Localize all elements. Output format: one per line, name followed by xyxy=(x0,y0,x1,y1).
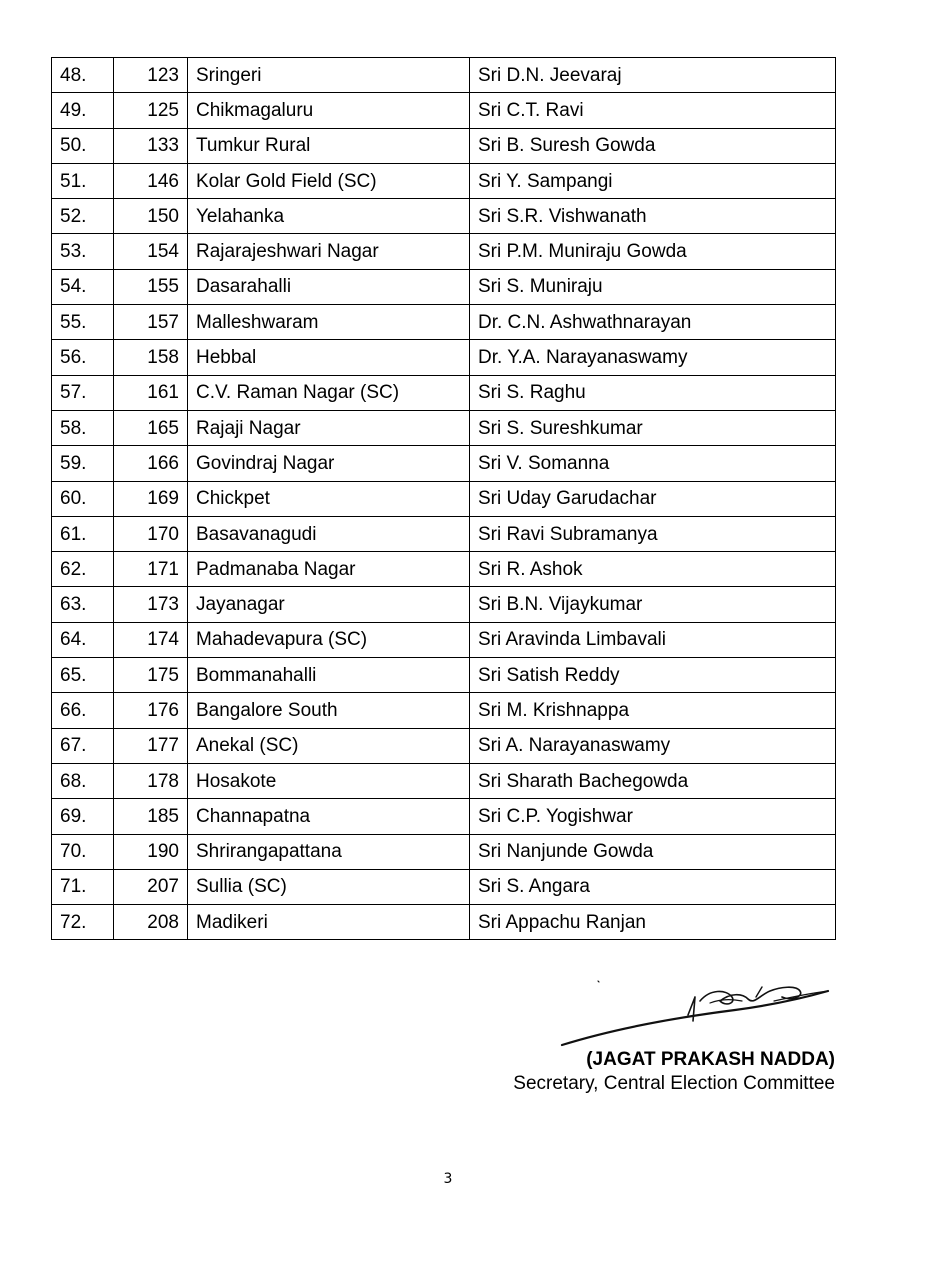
serial-number-cell: 61. xyxy=(52,516,114,551)
constituency-cell: Yelahanka xyxy=(188,199,470,234)
candidate-cell: Sri B. Suresh Gowda xyxy=(470,128,836,163)
signatory-title: Secretary, Central Election Committee xyxy=(513,1073,835,1094)
ac-number-cell: 174 xyxy=(114,622,188,657)
constituency-cell: Shrirangapattana xyxy=(188,834,470,869)
signature-image xyxy=(560,975,835,1047)
serial-number-cell: 59. xyxy=(52,446,114,481)
candidate-cell: Sri V. Somanna xyxy=(470,446,836,481)
ac-number-cell: 171 xyxy=(114,552,188,587)
serial-number-cell: 55. xyxy=(52,305,114,340)
page-number: 3 xyxy=(443,1171,453,1187)
signatory-name: (JAGAT PRAKASH NADDA) xyxy=(586,1049,835,1070)
constituency-cell: Bommanahalli xyxy=(188,658,470,693)
ac-number-cell: 161 xyxy=(114,375,188,410)
constituency-cell: Govindraj Nagar xyxy=(188,446,470,481)
table-row xyxy=(52,763,836,798)
table-row xyxy=(52,305,836,340)
constituency-cell: Hosakote xyxy=(188,763,470,798)
constituency-cell: Kolar Gold Field (SC) xyxy=(188,163,470,198)
serial-number-cell: 50. xyxy=(52,128,114,163)
ac-number-cell: 177 xyxy=(114,728,188,763)
serial-number-cell: 72. xyxy=(52,905,114,940)
serial-number-cell: 48. xyxy=(52,58,114,93)
table-row xyxy=(52,658,836,693)
table-row xyxy=(52,446,836,481)
candidate-table-body xyxy=(52,58,836,940)
serial-number-cell: 49. xyxy=(52,93,114,128)
constituency-cell: Rajarajeshwari Nagar xyxy=(188,234,470,269)
constituency-cell: Basavanagudi xyxy=(188,516,470,551)
constituency-cell: Mahadevapura (SC) xyxy=(188,622,470,657)
serial-number-cell: 63. xyxy=(52,587,114,622)
candidate-cell: Sri S. Raghu xyxy=(470,375,836,410)
candidate-cell: Sri S.R. Vishwanath xyxy=(470,199,836,234)
candidate-cell: Sri A. Narayanaswamy xyxy=(470,728,836,763)
table-row xyxy=(52,728,836,763)
constituency-cell: Jayanagar xyxy=(188,587,470,622)
table-row xyxy=(52,799,836,834)
serial-number-cell: 69. xyxy=(52,799,114,834)
serial-number-cell: 56. xyxy=(52,340,114,375)
candidate-cell: Sri Nanjunde Gowda xyxy=(470,834,836,869)
candidate-cell: Sri Y. Sampangi xyxy=(470,163,836,198)
serial-number-cell: 54. xyxy=(52,269,114,304)
candidate-cell: Sri Aravinda Limbavali xyxy=(470,622,836,657)
ac-number-cell: 208 xyxy=(114,905,188,940)
constituency-cell: Dasarahalli xyxy=(188,269,470,304)
ac-number-cell: 165 xyxy=(114,410,188,445)
constituency-cell: Chickpet xyxy=(188,481,470,516)
candidate-cell: Sri M. Krishnappa xyxy=(470,693,836,728)
candidate-cell: Sri C.T. Ravi xyxy=(470,93,836,128)
serial-number-cell: 64. xyxy=(52,622,114,657)
candidate-table xyxy=(51,57,836,940)
ac-number-cell: 154 xyxy=(114,234,188,269)
table-row xyxy=(52,869,836,904)
constituency-cell: Channapatna xyxy=(188,799,470,834)
ac-number-cell: 155 xyxy=(114,269,188,304)
ac-number-cell: 176 xyxy=(114,693,188,728)
ac-number-cell: 166 xyxy=(114,446,188,481)
ac-number-cell: 150 xyxy=(114,199,188,234)
candidate-cell: Sri B.N. Vijaykumar xyxy=(470,587,836,622)
candidate-cell: Dr. Y.A. Narayanaswamy xyxy=(470,340,836,375)
constituency-cell: Bangalore South xyxy=(188,693,470,728)
candidate-cell: Sri D.N. Jeevaraj xyxy=(470,58,836,93)
serial-number-cell: 67. xyxy=(52,728,114,763)
table-row xyxy=(52,552,836,587)
serial-number-cell: 71. xyxy=(52,869,114,904)
table-row xyxy=(52,93,836,128)
ac-number-cell: 207 xyxy=(114,869,188,904)
constituency-cell: Chikmagaluru xyxy=(188,93,470,128)
constituency-cell: Tumkur Rural xyxy=(188,128,470,163)
candidate-cell: Sri C.P. Yogishwar xyxy=(470,799,836,834)
table-row xyxy=(52,834,836,869)
candidate-cell: Dr. C.N. Ashwathnarayan xyxy=(470,305,836,340)
constituency-cell: Anekal (SC) xyxy=(188,728,470,763)
serial-number-cell: 51. xyxy=(52,163,114,198)
constituency-cell: Hebbal xyxy=(188,340,470,375)
serial-number-cell: 60. xyxy=(52,481,114,516)
serial-number-cell: 52. xyxy=(52,199,114,234)
ac-number-cell: 125 xyxy=(114,93,188,128)
serial-number-cell: 58. xyxy=(52,410,114,445)
serial-number-cell: 66. xyxy=(52,693,114,728)
table-row xyxy=(52,516,836,551)
constituency-cell: Sringeri xyxy=(188,58,470,93)
table-row xyxy=(52,58,836,93)
ac-number-cell: 157 xyxy=(114,305,188,340)
constituency-cell: C.V. Raman Nagar (SC) xyxy=(188,375,470,410)
table-row xyxy=(52,481,836,516)
ac-number-cell: 185 xyxy=(114,799,188,834)
table-row xyxy=(52,199,836,234)
candidate-cell: Sri Sharath Bachegowda xyxy=(470,763,836,798)
serial-number-cell: 57. xyxy=(52,375,114,410)
ac-number-cell: 170 xyxy=(114,516,188,551)
table-row xyxy=(52,234,836,269)
table-row xyxy=(52,622,836,657)
candidate-cell: Sri Satish Reddy xyxy=(470,658,836,693)
table-row xyxy=(52,587,836,622)
serial-number-cell: 68. xyxy=(52,763,114,798)
table-row xyxy=(52,410,836,445)
table-row xyxy=(52,693,836,728)
constituency-cell: Rajaji Nagar xyxy=(188,410,470,445)
candidate-cell: Sri P.M. Muniraju Gowda xyxy=(470,234,836,269)
serial-number-cell: 70. xyxy=(52,834,114,869)
candidate-cell: Sri S. Angara xyxy=(470,869,836,904)
candidate-cell: Sri Ravi Subramanya xyxy=(470,516,836,551)
serial-number-cell: 65. xyxy=(52,658,114,693)
ac-number-cell: 175 xyxy=(114,658,188,693)
ac-number-cell: 173 xyxy=(114,587,188,622)
ac-number-cell: 178 xyxy=(114,763,188,798)
table-row xyxy=(52,340,836,375)
candidate-cell: Sri Appachu Ranjan xyxy=(470,905,836,940)
ac-number-cell: 169 xyxy=(114,481,188,516)
ac-number-cell: 146 xyxy=(114,163,188,198)
serial-number-cell: 53. xyxy=(52,234,114,269)
table-row xyxy=(52,269,836,304)
candidate-cell: Sri S. Muniraju xyxy=(470,269,836,304)
candidate-cell: Sri R. Ashok xyxy=(470,552,836,587)
table-row xyxy=(52,905,836,940)
serial-number-cell: 62. xyxy=(52,552,114,587)
constituency-cell: Madikeri xyxy=(188,905,470,940)
table-row xyxy=(52,128,836,163)
constituency-cell: Sullia (SC) xyxy=(188,869,470,904)
ac-number-cell: 123 xyxy=(114,58,188,93)
ac-number-cell: 133 xyxy=(114,128,188,163)
constituency-cell: Padmanaba Nagar xyxy=(188,552,470,587)
candidate-cell: Sri Uday Garudachar xyxy=(470,481,836,516)
constituency-cell: Malleshwaram xyxy=(188,305,470,340)
table-row xyxy=(52,375,836,410)
table-row xyxy=(52,163,836,198)
ac-number-cell: 158 xyxy=(114,340,188,375)
ac-number-cell: 190 xyxy=(114,834,188,869)
candidate-cell: Sri S. Sureshkumar xyxy=(470,410,836,445)
